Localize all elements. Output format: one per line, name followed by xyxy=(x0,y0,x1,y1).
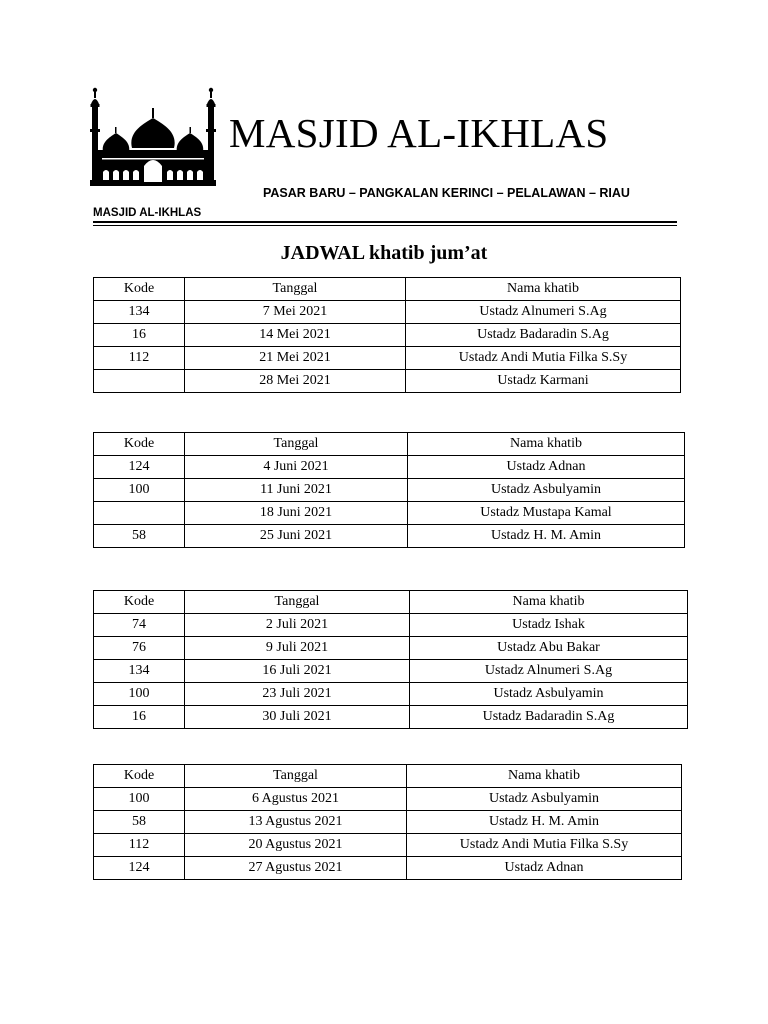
masjid-title: MASJID AL-IKHLAS xyxy=(229,110,609,156)
header-kode: Kode xyxy=(94,433,185,456)
schedule-table-mei xyxy=(93,277,681,393)
cell-kode xyxy=(94,370,185,393)
cell-kode: 124 xyxy=(94,456,185,479)
cell-tanggal: 27 Agustus 2021 xyxy=(185,857,407,880)
cell-tanggal: 20 Agustus 2021 xyxy=(185,834,407,857)
header-divider-thick xyxy=(93,221,677,223)
cell-tanggal: 4 Juni 2021 xyxy=(185,456,408,479)
header-nama-khatib: Nama khatib xyxy=(408,433,685,456)
mosque-icon xyxy=(88,84,218,190)
table-row xyxy=(94,301,681,324)
cell-nama-khatib: Ustadz Andi Mutia Filka S.Sy xyxy=(407,834,682,857)
cell-tanggal: 2 Juli 2021 xyxy=(185,614,410,637)
table-row xyxy=(94,683,688,706)
header-nama-khatib: Nama khatib xyxy=(410,591,688,614)
cell-kode: 58 xyxy=(94,525,185,548)
document-title: JADWAL khatib jum’at xyxy=(280,242,488,264)
cell-kode: 134 xyxy=(94,660,185,683)
cell-kode: 16 xyxy=(94,706,185,729)
cell-nama-khatib: Ustadz Ishak xyxy=(410,614,688,637)
cell-nama-khatib: Ustadz Badaradin S.Ag xyxy=(406,324,681,347)
header-tanggal: Tanggal xyxy=(185,278,406,301)
table-row xyxy=(94,637,688,660)
table-header-row xyxy=(94,278,681,301)
header-kode: Kode xyxy=(94,278,185,301)
address-line: PASAR BARU – PANGKALAN KERINCI – PELALAWAN – RIAU xyxy=(263,186,630,200)
cell-tanggal: 11 Juni 2021 xyxy=(185,479,408,502)
schedule-table-juni xyxy=(93,432,685,548)
table-header-row xyxy=(94,591,688,614)
table-row xyxy=(94,857,682,880)
cell-kode: 134 xyxy=(94,301,185,324)
cell-nama-khatib: Ustadz Karmani xyxy=(406,370,681,393)
table-row xyxy=(94,614,688,637)
cell-nama-khatib: Ustadz Badaradin S.Ag xyxy=(410,706,688,729)
cell-tanggal: 7 Mei 2021 xyxy=(185,301,406,324)
cell-kode: 100 xyxy=(94,788,185,811)
cell-kode: 100 xyxy=(94,479,185,502)
cell-nama-khatib: Ustadz Alnumeri S.Ag xyxy=(410,660,688,683)
header-tanggal: Tanggal xyxy=(185,433,408,456)
header-tanggal: Tanggal xyxy=(185,765,407,788)
cell-kode: 58 xyxy=(94,811,185,834)
table-row xyxy=(94,525,685,548)
cell-nama-khatib: Ustadz Adnan xyxy=(408,456,685,479)
cell-tanggal: 28 Mei 2021 xyxy=(185,370,406,393)
cell-tanggal: 16 Juli 2021 xyxy=(185,660,410,683)
table-header-row xyxy=(94,433,685,456)
cell-tanggal: 13 Agustus 2021 xyxy=(185,811,407,834)
header-nama-khatib: Nama khatib xyxy=(407,765,682,788)
cell-kode: 16 xyxy=(94,324,185,347)
table-row xyxy=(94,811,682,834)
cell-kode: 74 xyxy=(94,614,185,637)
header-nama-khatib: Nama khatib xyxy=(406,278,681,301)
table-row xyxy=(94,456,685,479)
header-kode: Kode xyxy=(94,591,185,614)
table-row xyxy=(94,788,682,811)
cell-nama-khatib: Ustadz Asbulyamin xyxy=(408,479,685,502)
table-row xyxy=(94,479,685,502)
cell-nama-khatib: Ustadz Asbulyamin xyxy=(410,683,688,706)
schedule-table-agustus xyxy=(93,764,682,880)
cell-kode: 124 xyxy=(94,857,185,880)
table-row xyxy=(94,706,688,729)
cell-kode xyxy=(94,502,185,525)
cell-tanggal: 30 Juli 2021 xyxy=(185,706,410,729)
table-row xyxy=(94,347,681,370)
table-row xyxy=(94,370,681,393)
cell-tanggal: 6 Agustus 2021 xyxy=(185,788,407,811)
cell-nama-khatib: Ustadz Andi Mutia Filka S.Sy xyxy=(406,347,681,370)
schedule-table-juli xyxy=(93,590,688,729)
cell-nama-khatib: Ustadz Abu Bakar xyxy=(410,637,688,660)
cell-tanggal: 9 Juli 2021 xyxy=(185,637,410,660)
cell-tanggal: 14 Mei 2021 xyxy=(185,324,406,347)
cell-tanggal: 18 Juni 2021 xyxy=(185,502,408,525)
cell-kode: 112 xyxy=(94,347,185,370)
cell-tanggal: 25 Juni 2021 xyxy=(185,525,408,548)
header-divider-thin xyxy=(93,225,677,226)
masjid-label: MASJID AL-IKHLAS xyxy=(93,207,202,219)
cell-nama-khatib: Ustadz Alnumeri S.Ag xyxy=(406,301,681,324)
cell-kode: 112 xyxy=(94,834,185,857)
table-row xyxy=(94,324,681,347)
header-tanggal: Tanggal xyxy=(185,591,410,614)
cell-kode: 76 xyxy=(94,637,185,660)
cell-nama-khatib: Ustadz H. M. Amin xyxy=(407,811,682,834)
cell-nama-khatib: Ustadz H. M. Amin xyxy=(408,525,685,548)
cell-tanggal: 23 Juli 2021 xyxy=(185,683,410,706)
table-row xyxy=(94,834,682,857)
cell-tanggal: 21 Mei 2021 xyxy=(185,347,406,370)
table-row xyxy=(94,502,685,525)
cell-nama-khatib: Ustadz Mustapa Kamal xyxy=(408,502,685,525)
table-row xyxy=(94,660,688,683)
table-header-row xyxy=(94,765,682,788)
cell-kode: 100 xyxy=(94,683,185,706)
header-kode: Kode xyxy=(94,765,185,788)
cell-nama-khatib: Ustadz Adnan xyxy=(407,857,682,880)
cell-nama-khatib: Ustadz Asbulyamin xyxy=(407,788,682,811)
